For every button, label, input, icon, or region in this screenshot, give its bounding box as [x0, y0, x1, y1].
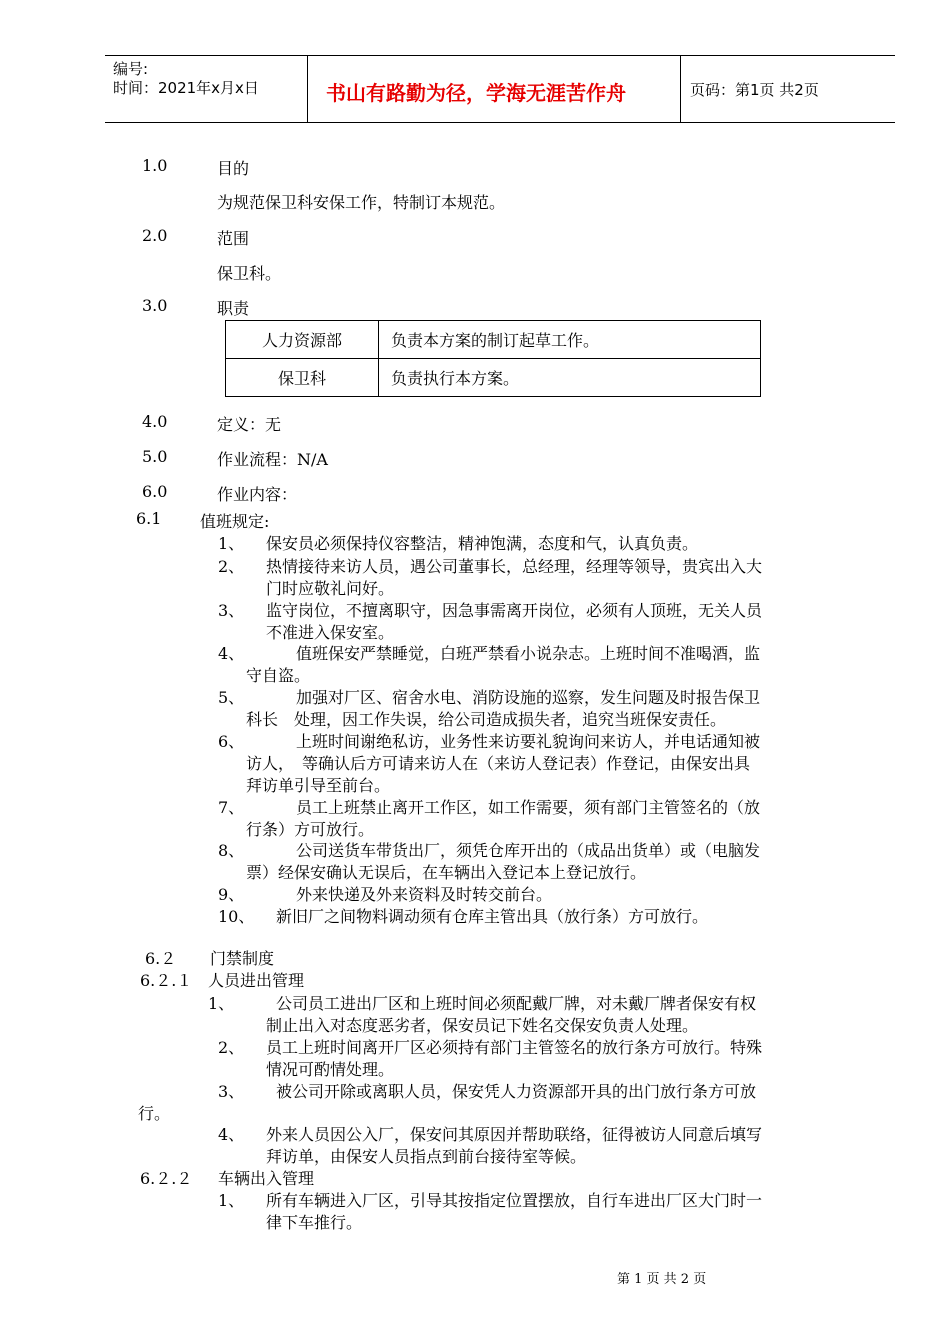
subsection-number: 6.1 — [136, 509, 162, 528]
section-title: 定义：无 — [217, 415, 282, 434]
section-title: 范围 — [217, 229, 250, 248]
list-item-text: 值班保安严禁睡觉，白班严禁看小说杂志。上班时间不准喝酒，监 — [296, 644, 761, 663]
list-item-text: 热情接待来访人员，遇公司董事长，总经理，经理等领导，贵宾出入大 — [266, 557, 763, 576]
list-item-number: 3、 — [218, 601, 245, 620]
table-cell-duty: 负责本方案的制订起草工作。 — [379, 321, 761, 359]
section-title: 职责 — [217, 299, 250, 318]
list-item-number: 9、 — [218, 885, 245, 904]
table-row — [226, 359, 761, 397]
subsection-number: 6.２.２ — [140, 1169, 193, 1188]
subsection-number: 6.２.１ — [140, 971, 193, 990]
section-title: 目的 — [217, 159, 250, 178]
header-top-rule — [105, 55, 895, 56]
list-item-text: 外来快递及外来资料及时转交前台。 — [296, 885, 553, 904]
list-item-text: 公司送货车带货出厂，须凭仓库开出的（成品出货单）或（电脑发 — [296, 841, 761, 860]
doc-time-label: 时间：2021年x月x日 — [113, 79, 259, 97]
section-number: 3.0 — [142, 296, 168, 315]
subsection-title: 人员进出管理 — [208, 971, 305, 990]
list-item-text: 票）经保安确认无误后，在车辆出入登记本上登记放行。 — [246, 863, 647, 882]
list-item-text: 所有车辆进入厂区，引导其按指定位置摆放，自行车进出厂区大门时一 — [266, 1191, 763, 1210]
list-item-text: 加强对厂区、宿舍水电、消防设施的巡察，发生问题及时报告保卫 — [296, 688, 761, 707]
list-item-text: 上班时间谢绝私访，业务性来访要礼貌询问来访人，并电话通知被 — [296, 732, 761, 751]
list-item-text: 外来人员因公入厂，保安问其原因并帮助联络，征得被访人同意后填写 — [266, 1125, 763, 1144]
list-item-text: 员工上班禁止离开工作区，如工作需要，须有部门主管签名的（放 — [296, 798, 761, 817]
list-item-number: 2、 — [218, 1038, 245, 1057]
header-bottom-rule — [105, 122, 895, 123]
page-indicator: 页码：第1页 共2页 — [690, 81, 819, 99]
subsection-title: 车辆出入管理 — [218, 1169, 315, 1188]
table-cell-duty: 负责执行本方案。 — [379, 359, 761, 397]
list-item-text: 被公司开除或离职人员，保安凭人力资源部开具的出门放行条方可放 — [276, 1082, 757, 1101]
section-title: 作业内容： — [217, 485, 298, 504]
list-item-text: 行。 — [138, 1104, 171, 1123]
list-item-number: 1、 — [218, 1191, 245, 1210]
list-item-text: 员工上班时间离开厂区必须持有部门主管签名的放行条方可放行。特殊 — [266, 1038, 763, 1057]
list-item-number: 6、 — [218, 732, 245, 751]
table-cell-dept: 保卫科 — [226, 359, 379, 397]
list-item-text: 访人， 等确认后方可请来访人在（来访人登记表）作登记，由保安出具 — [246, 754, 751, 773]
list-item-number: 4、 — [218, 644, 245, 663]
list-item-text: 不准进入保安室。 — [266, 623, 395, 642]
list-item-text: 保安员必须保持仪容整洁，精神饱满，态度和气，认真负责。 — [266, 534, 699, 553]
table-row — [226, 321, 761, 359]
doc-number-label: 编号: — [113, 60, 149, 78]
list-item-text: 拜访单引导至前台。 — [246, 776, 391, 795]
list-item-text: 行条）方可放行。 — [246, 820, 375, 839]
list-item-text: 公司员工进出厂区和上班时间必须配戴厂牌，对未戴厂牌者保安有权 — [276, 994, 757, 1013]
section-number: 6.0 — [142, 482, 168, 501]
list-item-text: 制止出入对态度恶劣者，保安员记下姓名交保安负责人处理。 — [266, 1016, 699, 1035]
list-item-number: 2、 — [218, 557, 245, 576]
header-divider-right — [680, 55, 681, 123]
subsection-title: 值班规定: — [200, 512, 270, 531]
list-item-text: 科长 处理，因工作失误，给公司造成损失者，追究当班保安责任。 — [246, 710, 727, 729]
section-number: 5.0 — [142, 447, 168, 466]
section-body: 保卫科。 — [217, 264, 282, 283]
list-item-text: 门时应敬礼问好。 — [266, 579, 395, 598]
header-divider-left — [307, 55, 308, 123]
table-cell-dept: 人力资源部 — [226, 321, 379, 359]
list-item-number: 8、 — [218, 841, 245, 860]
list-item-text: 新旧厂之间物料调动须有仓库主管出具（放行条）方可放行。 — [276, 907, 709, 926]
list-item-number: 4、 — [218, 1125, 245, 1144]
section-title: 作业流程：N/A — [217, 450, 328, 469]
section-number: 2.0 — [142, 226, 168, 245]
section-number: 1.0 — [142, 156, 168, 175]
list-item-number: 3、 — [218, 1082, 245, 1101]
section-body: 为规范保卫科安保工作，特制订本规范。 — [217, 193, 506, 212]
list-item-text: 守自盗。 — [246, 666, 311, 685]
list-item-text: 监守岗位，不擅离职守，因急事需离开岗位，必须有人顶班，无关人员 — [266, 601, 763, 620]
duty-table — [225, 320, 761, 397]
list-item-number: 5、 — [218, 688, 245, 707]
list-item-number: 1、 — [218, 534, 245, 553]
list-item-number: 10、 — [218, 907, 255, 926]
list-item-number: 1、 — [208, 994, 235, 1013]
header-motto: 书山有路勤为径，学海无涯苦作舟 — [326, 81, 626, 105]
list-item-number: 7、 — [218, 798, 245, 817]
section-number: 4.0 — [142, 412, 168, 431]
subsection-title: 门禁制度 — [210, 949, 275, 968]
page-footer: 第 1 页 共 2 页 — [617, 1272, 707, 1287]
list-item-text: 情况可酌情处理。 — [266, 1060, 395, 1079]
list-item-text: 律下车推行。 — [266, 1213, 363, 1232]
subsection-number: 6.２ — [145, 949, 177, 968]
list-item-text: 拜访单，由保安人员指点到前台接待室等候。 — [266, 1147, 587, 1166]
